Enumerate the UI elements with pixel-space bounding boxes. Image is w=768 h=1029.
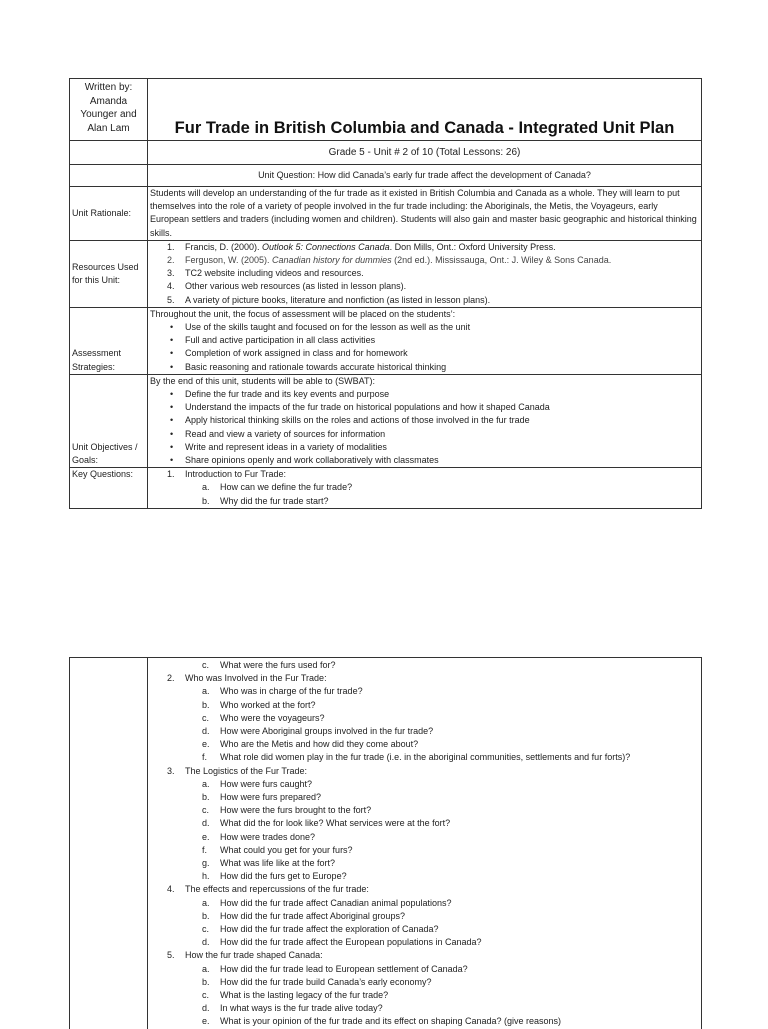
resource-title: Outlook 5: Connections Canada	[262, 241, 390, 252]
key-question-text: How did the fur trade affect Canadian animal populations?	[220, 897, 452, 908]
resource-number: 2.	[167, 255, 175, 266]
resource-text: (2nd ed.). Mississauga, Ont.: J. Wiley & Sons Canada.	[391, 255, 612, 266]
resource-text: Other various web resources (as listed in lesson plans).	[185, 281, 407, 292]
bullet-icon: •	[170, 361, 174, 372]
grade-line: Grade 5 - Unit # 2 of 10 (Total Lessons: 26)	[148, 141, 702, 165]
key-question-text: Who was in charge of the fur trade?	[220, 686, 363, 697]
key-questions-label: Key Questions:	[70, 468, 148, 509]
key-question-item	[150, 712, 699, 725]
key-question-item	[150, 495, 699, 508]
objectives-label: Unit Objectives / Goals:	[70, 374, 148, 467]
key-question-item	[150, 778, 699, 791]
key-question-text: How did the fur trade build Canada’s early economy?	[220, 976, 432, 987]
resource-item	[150, 294, 699, 307]
bullet-icon: •	[170, 428, 174, 439]
empty-label-cell	[70, 141, 148, 165]
key-question-text: What is your opinion of the fur trade and its effect on shaping Canada? (give reasons)	[220, 1016, 562, 1027]
assessment-list	[150, 321, 699, 374]
objectives-text: Apply historical thinking skills on the roles and actions of those involved in the fur trade	[185, 415, 530, 426]
key-question-text: The Logistics of the Fur Trade:	[185, 765, 308, 776]
author-line: Alan Lam	[87, 122, 130, 134]
empty-label-cell	[70, 658, 148, 1029]
key-question-item	[150, 804, 699, 817]
key-question-item	[150, 685, 699, 698]
key-question-item	[150, 659, 699, 672]
key-question-text: What was life like at the fort?	[220, 858, 336, 869]
resource-item	[150, 254, 699, 267]
key-question-item	[150, 699, 699, 712]
resource-number: 4.	[167, 281, 175, 292]
list-marker: d.	[202, 726, 210, 737]
key-question-item	[150, 1002, 699, 1015]
resource-item	[150, 267, 699, 280]
list-marker: a.	[202, 963, 210, 974]
bullet-icon: •	[170, 441, 174, 452]
list-marker: b.	[202, 699, 210, 710]
list-marker: a.	[202, 686, 210, 697]
objectives-text: Read and view a variety of sources for information	[185, 428, 386, 439]
objectives-item	[150, 428, 699, 441]
key-question-text: How were furs caught?	[220, 778, 313, 789]
key-question-text: Who was Involved in the Fur Trade:	[185, 673, 327, 684]
key-question-text: What were the furs used for?	[220, 660, 336, 670]
objectives-item	[150, 414, 699, 427]
objectives-text: Write and represent ideas in a variety of modalities	[185, 441, 387, 452]
list-marker: b.	[202, 792, 210, 803]
key-question-item	[150, 910, 699, 923]
list-marker: a.	[202, 482, 210, 493]
key-question-item	[150, 870, 699, 883]
rationale-text: Students will develop an understanding of the fur trade as it existed in British Columbia and Canada as a whole. They will learn to put themselves into the role of a variety of people involved in the fur trade including: the Aboriginals, the Metis, the Voyageurs, early European settlers and traders (including women and children). Students will also gain and master basic geographic and historical thinking skills.	[148, 187, 702, 241]
assessment-text: Completion of work assigned in class and for homework	[185, 348, 408, 359]
resource-text: . Don Mills, Ont.: Oxford University Press.	[389, 241, 556, 252]
bullet-icon: •	[170, 348, 174, 359]
list-marker: d.	[202, 818, 210, 829]
list-marker: e.	[202, 1016, 210, 1027]
author-line: Amanda	[89, 95, 128, 107]
key-question-item	[150, 923, 699, 936]
assessment-item	[150, 321, 699, 334]
author-line: Written by:	[84, 82, 133, 93]
resources-cell	[148, 240, 702, 307]
key-question-topic	[150, 883, 699, 896]
list-marker: f.	[202, 752, 208, 763]
key-question-text: What role did women play in the fur trade (i.e. in the aboriginal communities, settlements and fur forts)?	[220, 752, 631, 763]
key-question-item	[150, 1015, 699, 1028]
key-question-text: What is the lasting legacy of the fur trade?	[220, 990, 389, 1001]
key-questions-list	[150, 468, 699, 508]
key-questions-list-continued	[150, 659, 699, 1029]
assessment-label: Assessment Strategies:	[70, 307, 148, 374]
list-marker: b.	[202, 495, 210, 506]
list-marker: h.	[202, 871, 210, 882]
key-question-text: What did the for look like? What services were at the fort?	[220, 818, 451, 829]
empty-label-cell	[70, 165, 148, 187]
key-question-item	[150, 831, 699, 844]
bullet-icon: •	[170, 455, 174, 466]
key-questions-cell	[148, 468, 702, 509]
key-question-topic	[150, 949, 699, 962]
page-1	[69, 78, 702, 509]
bullet-icon: •	[170, 389, 174, 400]
resource-title: Canadian history for dummies	[272, 255, 392, 266]
key-question-text: How did the fur trade affect Aboriginal groups?	[220, 910, 405, 921]
key-question-topic	[150, 468, 699, 481]
list-marker: 3.	[167, 765, 175, 776]
list-marker: c.	[202, 924, 210, 935]
unit-question: Unit Question: How did Canada’s early fur trade affect the development of Canada?	[148, 165, 702, 187]
objectives-item	[150, 454, 699, 467]
key-question-text: How were Aboriginal groups involved in the fur trade?	[220, 726, 434, 737]
list-marker: 1.	[167, 469, 175, 480]
document-title: Fur Trade in British Columbia and Canada - Integrated Unit Plan	[148, 79, 702, 141]
list-marker: 4.	[167, 884, 175, 895]
objectives-list	[150, 388, 699, 467]
author-line: Younger and	[80, 109, 137, 120]
list-marker: 5.	[167, 950, 175, 961]
assessment-text: Use of the skills taught and focused on for the lesson as well as the unit	[185, 322, 471, 333]
key-question-text: Introduction to Fur Trade:	[185, 469, 287, 480]
key-question-text: How were the furs brought to the fort?	[220, 805, 372, 816]
resources-label: Resources Used for this Unit:	[70, 240, 148, 307]
key-question-text: Why did the fur trade start?	[220, 495, 329, 506]
resource-text: Ferguson, W. (2005).	[185, 255, 273, 266]
page-2	[69, 657, 702, 1029]
bullet-icon: •	[170, 335, 174, 346]
resource-text: Francis, D. (2000).	[185, 241, 263, 252]
key-question-text: What could you get for your furs?	[220, 844, 353, 855]
key-question-text: How did the furs get to Europe?	[220, 871, 347, 882]
key-question-text: In what ways is the fur trade alive today?	[220, 1003, 383, 1014]
list-marker: e.	[202, 739, 210, 750]
author-cell	[70, 79, 148, 141]
rationale-label: Unit Rationale:	[70, 187, 148, 241]
list-marker: f.	[202, 844, 208, 855]
resource-item	[150, 280, 699, 293]
key-question-text: The effects and repercussions of the fur trade:	[185, 884, 369, 895]
list-marker: c.	[202, 805, 210, 816]
key-question-text: How did the fur trade affect the European populations in Canada?	[220, 937, 482, 948]
assessment-item	[150, 334, 699, 347]
objectives-item	[150, 401, 699, 414]
key-question-text: How were trades done?	[220, 831, 316, 842]
assessment-item	[150, 361, 699, 374]
key-question-topic	[150, 672, 699, 685]
list-marker: a.	[202, 778, 210, 789]
objectives-item	[150, 441, 699, 454]
key-question-item	[150, 989, 699, 1002]
resource-number: 3.	[167, 268, 175, 279]
key-question-topic	[150, 765, 699, 778]
resources-list	[150, 241, 699, 307]
key-question-text: Who are the Metis and how did they come about?	[220, 739, 419, 750]
list-marker: 2.	[167, 673, 175, 684]
bullet-icon: •	[170, 322, 174, 333]
objectives-item	[150, 388, 699, 401]
key-question-item	[150, 738, 699, 751]
list-marker: d.	[202, 937, 210, 948]
assessment-item	[150, 347, 699, 360]
key-question-text: Who worked at the fort?	[220, 699, 316, 710]
key-question-text: How the fur trade shaped Canada:	[185, 950, 323, 961]
list-marker: b.	[202, 976, 210, 987]
resource-number: 1.	[167, 241, 175, 252]
key-question-item	[150, 481, 699, 494]
objectives-text: Share opinions openly and work collaboratively with classmates	[185, 455, 439, 466]
list-marker: d.	[202, 1003, 210, 1014]
list-marker: c.	[202, 712, 210, 723]
key-questions-continued-cell	[148, 658, 702, 1029]
key-question-text: How can we define the fur trade?	[220, 482, 353, 493]
key-question-text: How did the fur trade affect the exploration of Canada?	[220, 924, 439, 935]
list-marker: c.	[202, 990, 210, 1001]
key-question-item	[150, 817, 699, 830]
list-marker: g.	[202, 858, 210, 869]
list-marker: c.	[202, 660, 210, 670]
assessment-intro: Throughout the unit, the focus of assessment will be placed on the students’:	[150, 308, 456, 319]
resource-number: 5.	[167, 294, 175, 305]
assessment-cell	[148, 307, 702, 374]
key-question-item	[150, 844, 699, 857]
objectives-cell	[148, 374, 702, 467]
key-question-item	[150, 897, 699, 910]
key-question-item	[150, 791, 699, 804]
key-question-item	[150, 963, 699, 976]
key-question-item	[150, 976, 699, 989]
key-question-item	[150, 936, 699, 949]
key-question-text: How did the fur trade lead to European settlement of Canada?	[220, 963, 468, 974]
objectives-text: Define the fur trade and its key events and purpose	[185, 389, 390, 400]
key-question-item	[150, 725, 699, 738]
objectives-intro: By the end of this unit, students will be able to (SWBAT):	[150, 375, 375, 386]
resource-text: TC2 website including videos and resources.	[185, 268, 364, 279]
assessment-text: Basic reasoning and rationale towards accurate historical thinking	[185, 361, 447, 372]
unit-plan-table	[69, 78, 702, 509]
key-questions-continued-table	[69, 657, 702, 1029]
key-question-text: Who were the voyageurs?	[220, 712, 325, 723]
key-question-item	[150, 751, 699, 764]
resource-item	[150, 241, 699, 254]
list-marker: a.	[202, 897, 210, 908]
assessment-text: Full and active participation in all class activities	[185, 335, 376, 346]
key-question-text: How were furs prepared?	[220, 792, 322, 803]
list-marker: b.	[202, 910, 210, 921]
bullet-icon: •	[170, 415, 174, 426]
bullet-icon: •	[170, 402, 174, 413]
resource-text: A variety of picture books, literature and nonfiction (as listed in lesson plans).	[185, 294, 491, 305]
objectives-text: Understand the impacts of the fur trade on historical populations and how it shaped Canada	[185, 402, 550, 413]
key-question-item	[150, 857, 699, 870]
list-marker: e.	[202, 831, 210, 842]
